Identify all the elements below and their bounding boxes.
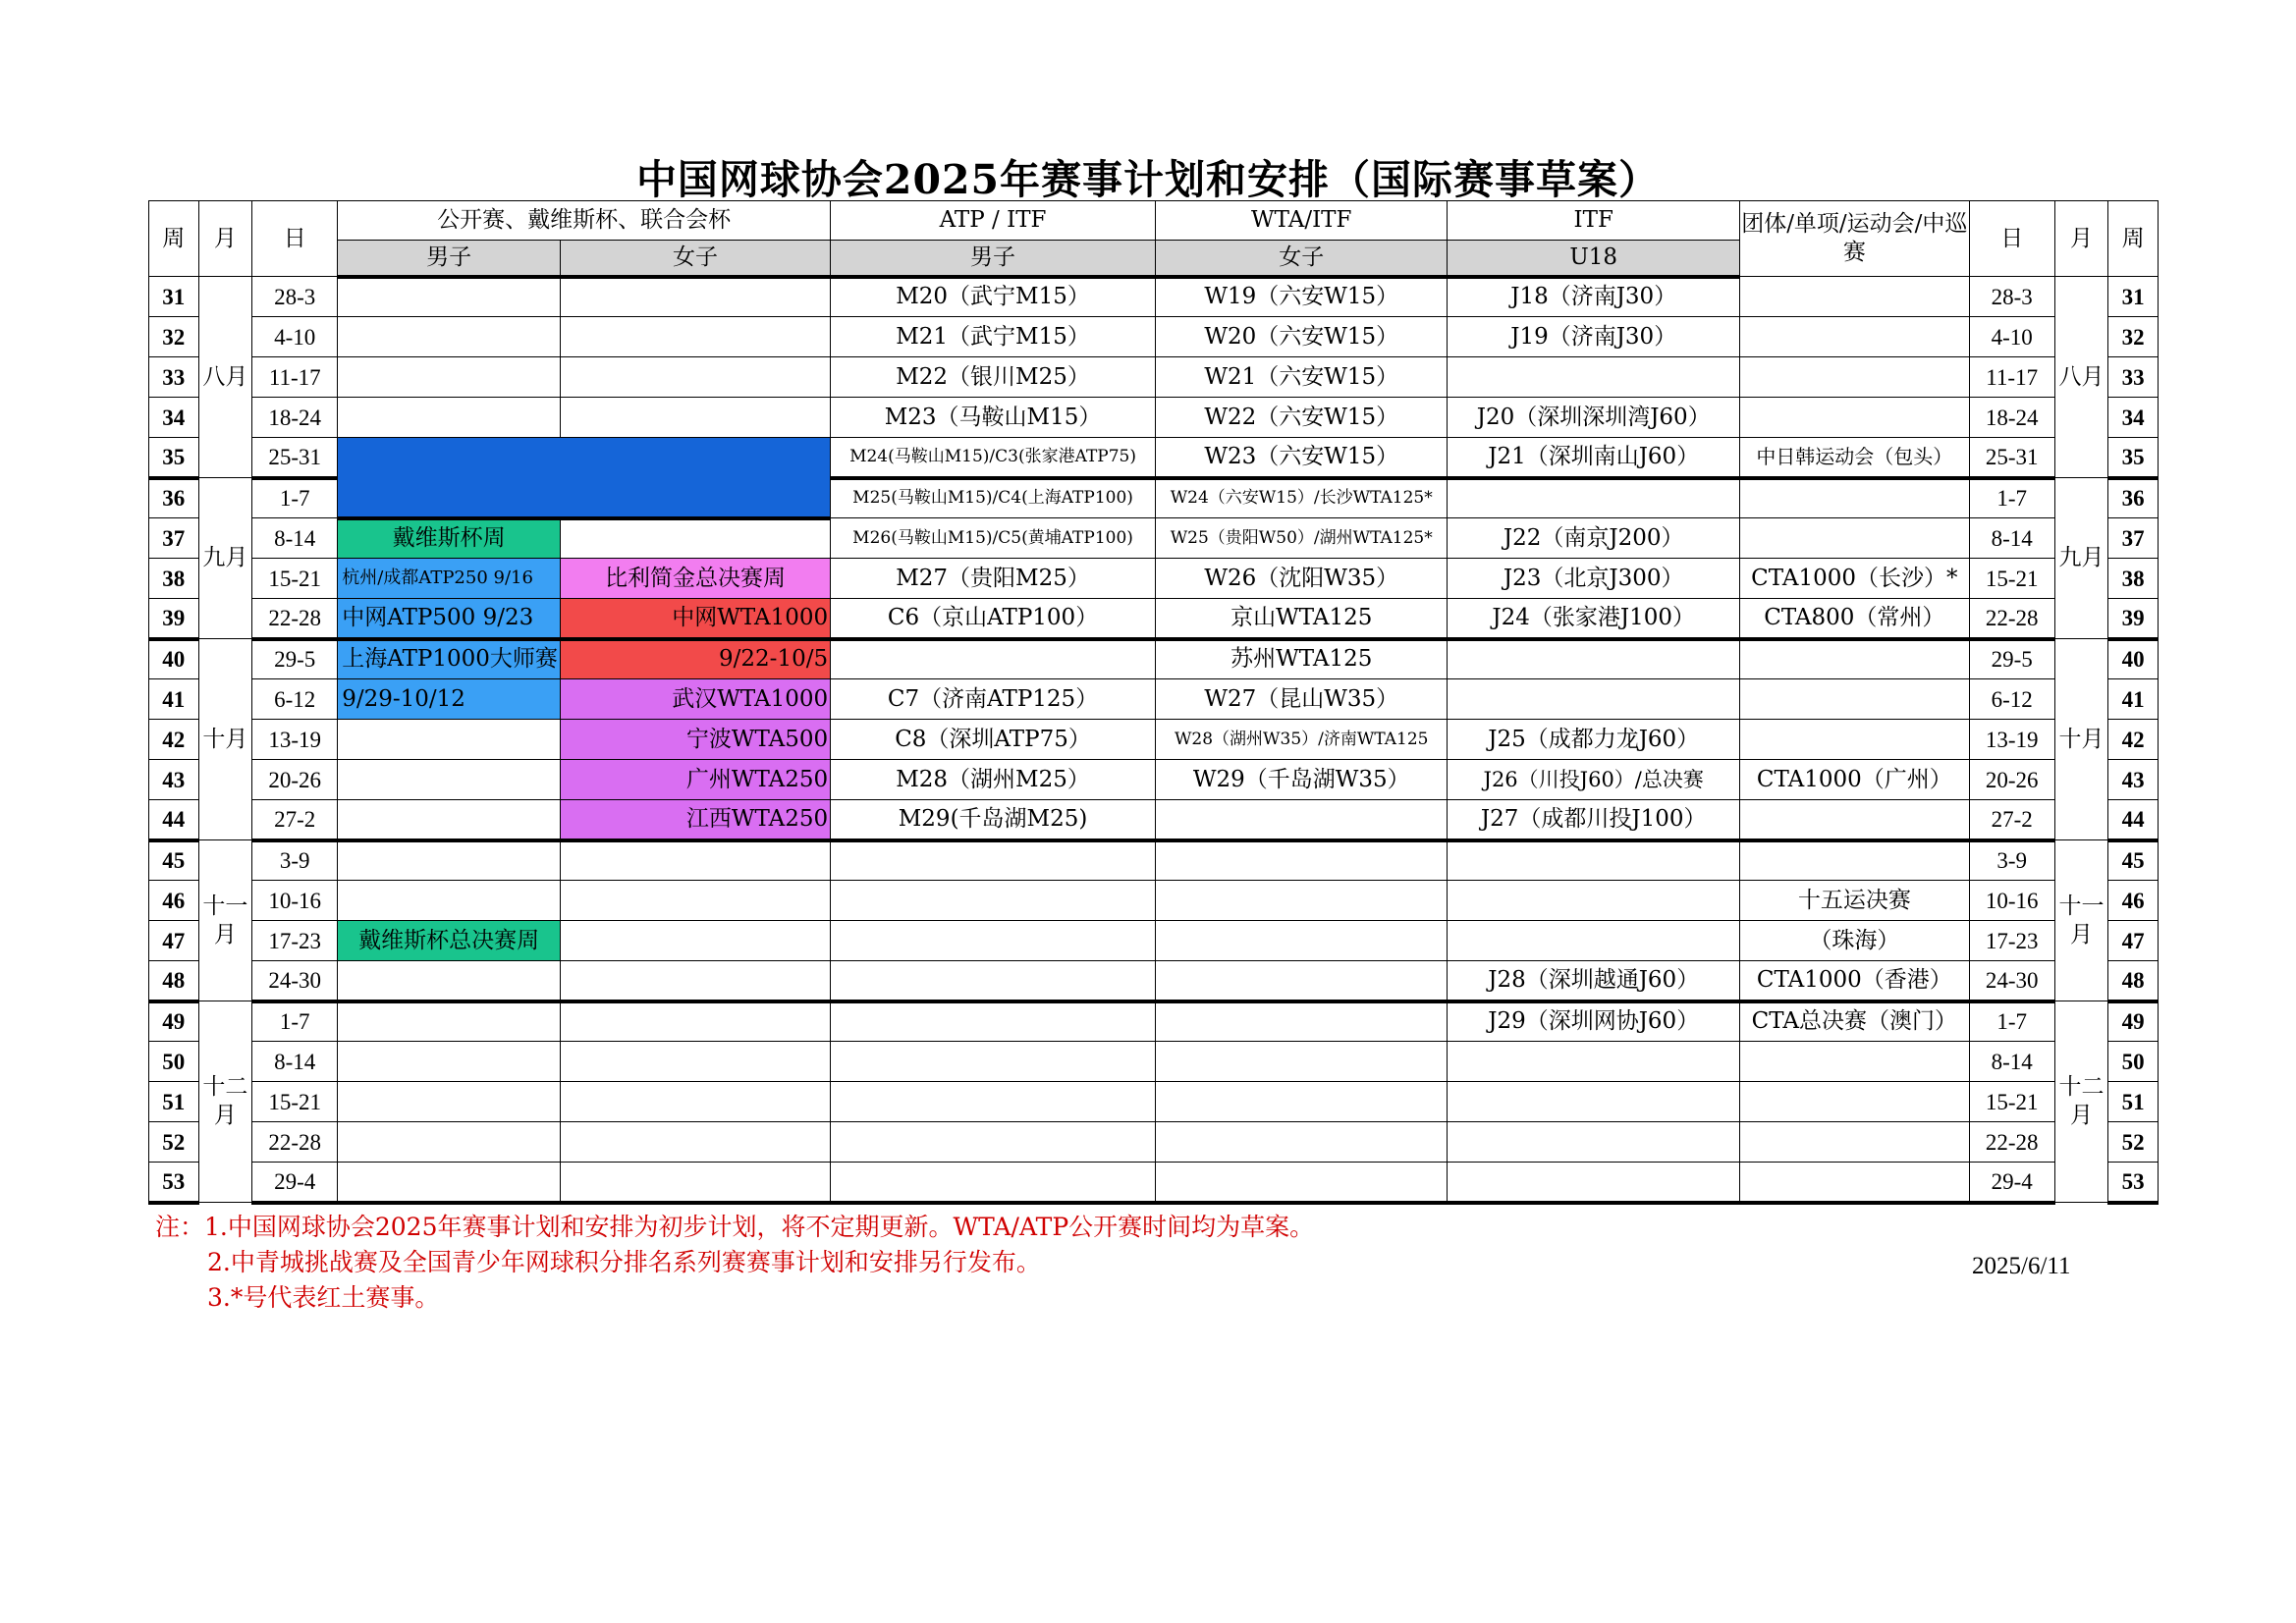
- week-number: 31: [149, 277, 199, 317]
- week-number: 46: [149, 881, 199, 921]
- team-cell: [1739, 639, 1969, 679]
- week-number: 42: [149, 720, 199, 760]
- itf-cell: [1448, 840, 1739, 881]
- date-range-right: 28-3: [1969, 277, 2054, 317]
- men-cell: [338, 317, 561, 357]
- date-range: 8-14: [252, 518, 338, 559]
- women-event-cell: 广州WTA250: [560, 760, 830, 800]
- itf-cell: J26（川投J60）/总决赛: [1448, 760, 1739, 800]
- team-cell: CTA总决赛（澳门）: [1739, 1001, 1969, 1042]
- table-row: [149, 760, 2159, 800]
- team-cell: [1739, 518, 1969, 559]
- date-range: 15-21: [252, 559, 338, 599]
- week-number: 43: [149, 760, 199, 800]
- men-cell: [338, 1042, 561, 1082]
- wta-cell: [1155, 800, 1447, 840]
- women-event-cell: 宁波WTA500: [560, 720, 830, 760]
- team-cell: [1739, 357, 1969, 398]
- schedule-table: [148, 200, 2159, 1205]
- table-row: [149, 881, 2159, 921]
- date-range-right: 22-28: [1969, 1122, 2054, 1163]
- date-range: 20-26: [252, 760, 338, 800]
- week-number-right: 34: [2108, 398, 2159, 438]
- wta-cell: [1155, 881, 1447, 921]
- week-number-right: 41: [2108, 679, 2159, 720]
- wta-cell: W22（六安W15）: [1155, 398, 1447, 438]
- women-event-cell: 比利简金总决赛周: [560, 559, 830, 599]
- wta-cell: W26（沈阳W35）: [1155, 559, 1447, 599]
- date-range-right: 11-17: [1969, 357, 2054, 398]
- wta-cell: [1155, 961, 1447, 1001]
- women-cell: [560, 1082, 830, 1122]
- redacted-event-block: [338, 438, 831, 518]
- itf-cell: [1448, 1082, 1739, 1122]
- team-cell: [1739, 1042, 1969, 1082]
- week-number-right: 36: [2108, 478, 2159, 518]
- men-cell: [338, 720, 561, 760]
- table-row: [149, 921, 2159, 961]
- atp-cell: C7（济南ATP125）: [831, 679, 1156, 720]
- week-number-right: 38: [2108, 559, 2159, 599]
- date-range-right: 29-5: [1969, 639, 2054, 679]
- atp-cell: [831, 921, 1156, 961]
- team-cell: [1739, 1122, 1969, 1163]
- table-row: [149, 720, 2159, 760]
- atp-cell: M28（湖州M25）: [831, 760, 1156, 800]
- team-cell: [1739, 478, 1969, 518]
- wta-cell: W23（六安W15）: [1155, 438, 1447, 478]
- date-range: 15-21: [252, 1082, 338, 1122]
- atp-cell: [831, 1122, 1156, 1163]
- women-cell: [560, 961, 830, 1001]
- itf-cell: J21（深圳南山J60）: [1448, 438, 1739, 478]
- week-number: 32: [149, 317, 199, 357]
- date-range-right: 4-10: [1969, 317, 2054, 357]
- women-cell: [560, 398, 830, 438]
- itf-cell: J27（成都川投J100）: [1448, 800, 1739, 840]
- date-range: 1-7: [252, 478, 338, 518]
- team-cell: 中日韩运动会（包头）: [1739, 438, 1969, 478]
- u18-subheader: U18: [1448, 241, 1739, 277]
- itf-cell: J23（北京J300）: [1448, 559, 1739, 599]
- team-cell: CTA1000（广州）: [1739, 760, 1969, 800]
- itf-cell: J18（济南J30）: [1448, 277, 1739, 317]
- wta-cell: [1155, 1122, 1447, 1163]
- women-event-cell: 江西WTA250: [560, 800, 830, 840]
- date-range: 18-24: [252, 398, 338, 438]
- table-row: [149, 1082, 2159, 1122]
- date-range-right: 10-16: [1969, 881, 2054, 921]
- week-number: 49: [149, 1001, 199, 1042]
- week-number: 50: [149, 1042, 199, 1082]
- date-range-right: 20-26: [1969, 760, 2054, 800]
- men-cell: [338, 398, 561, 438]
- atp-cell: M29(千岛湖M25): [831, 800, 1156, 840]
- men-cell: [338, 1082, 561, 1122]
- date-range: 6-12: [252, 679, 338, 720]
- month-label-right: 九月: [2054, 478, 2108, 639]
- atp-cell: [831, 1042, 1156, 1082]
- women-cell: [560, 357, 830, 398]
- itf-cell: [1448, 679, 1739, 720]
- month-header-right: 月: [2054, 201, 2108, 277]
- week-number: 40: [149, 639, 199, 679]
- wta-cell: W29（千岛湖W35）: [1155, 760, 1447, 800]
- month-label: 十月: [198, 639, 252, 840]
- men-cell: [338, 1122, 561, 1163]
- women-cell: [560, 1122, 830, 1163]
- atp-cell: [831, 639, 1156, 679]
- women-cell: [560, 317, 830, 357]
- month-header: 月: [198, 201, 252, 277]
- date-range-right: 24-30: [1969, 961, 2054, 1001]
- date-range-right: 18-24: [1969, 398, 2054, 438]
- date-range-right: 8-14: [1969, 518, 2054, 559]
- itf-cell: J20（深圳深圳湾J60）: [1448, 398, 1739, 438]
- davis-cup-finals-cell: 戴维斯杯总决赛周: [338, 921, 561, 961]
- week-number-right: 31: [2108, 277, 2159, 317]
- week-number-right: 39: [2108, 599, 2159, 639]
- itf-cell: [1448, 1042, 1739, 1082]
- table-row: [149, 317, 2159, 357]
- date-range-right: 1-7: [1969, 478, 2054, 518]
- date-range: 25-31: [252, 438, 338, 478]
- team-cell: [1739, 277, 1969, 317]
- men-event-cell: 中网ATP500 9/23: [338, 599, 561, 639]
- atp-cell: C6（京山ATP100）: [831, 599, 1156, 639]
- wta-cell: W19（六安W15）: [1155, 277, 1447, 317]
- table-row: [149, 357, 2159, 398]
- wta-cell: W24（六安W15）/长沙WTA125*: [1155, 478, 1447, 518]
- week-number-right: 49: [2108, 1001, 2159, 1042]
- week-header-right: 周: [2108, 201, 2159, 277]
- date-range-right: 13-19: [1969, 720, 2054, 760]
- table-row: [149, 277, 2159, 317]
- date-range: 27-2: [252, 800, 338, 840]
- week-number: 52: [149, 1122, 199, 1163]
- team-cell: [1739, 317, 1969, 357]
- team-cell: [1739, 800, 1969, 840]
- men-event-cell: 9/29-10/12: [338, 679, 561, 720]
- week-number-right: 40: [2108, 639, 2159, 679]
- wta-cell: [1155, 1001, 1447, 1042]
- month-label: 十一月: [198, 840, 252, 1001]
- team-cell: 十五运决赛: [1739, 881, 1969, 921]
- women-cell: [560, 518, 830, 559]
- table-row: [149, 398, 2159, 438]
- atp-cell: [831, 1001, 1156, 1042]
- date-range: 11-17: [252, 357, 338, 398]
- wta-cell: 京山WTA125: [1155, 599, 1447, 639]
- week-number: 47: [149, 921, 199, 961]
- itf-cell: [1448, 1122, 1739, 1163]
- team-cell: （珠海）: [1739, 921, 1969, 961]
- itf-cell: J29（深圳网协J60）: [1448, 1001, 1739, 1042]
- women-event-cell: 中网WTA1000: [560, 599, 830, 639]
- date-range: 22-28: [252, 1122, 338, 1163]
- date-range: 22-28: [252, 599, 338, 639]
- week-number-right: 47: [2108, 921, 2159, 961]
- men-event-cell: 杭州/成都ATP250 9/16: [338, 559, 561, 599]
- itf-cell: J25（成都力龙J60）: [1448, 720, 1739, 760]
- month-label-right: 八月: [2054, 277, 2108, 478]
- week-number: 37: [149, 518, 199, 559]
- date-range: 17-23: [252, 921, 338, 961]
- date-range-right: 27-2: [1969, 800, 2054, 840]
- table-row: [149, 639, 2159, 679]
- page-title: 中国网球协会2025年赛事计划和安排（国际赛事草案）: [635, 156, 1661, 203]
- date-range-right: 17-23: [1969, 921, 2054, 961]
- wta-cell: W27（昆山W35）: [1155, 679, 1447, 720]
- team-cell: CTA1000（香港）: [1739, 961, 1969, 1001]
- week-number-right: 51: [2108, 1082, 2159, 1122]
- date-range-right: 25-31: [1969, 438, 2054, 478]
- week-number: 51: [149, 1082, 199, 1122]
- table-row: [149, 1122, 2159, 1163]
- team-cell: [1739, 1082, 1969, 1122]
- table-row: [149, 1001, 2159, 1042]
- day-header-right: 日: [1969, 201, 2054, 277]
- week-number: 36: [149, 478, 199, 518]
- atp-cell: [831, 961, 1156, 1001]
- table-row: [149, 1163, 2159, 1203]
- table-row: [149, 559, 2159, 599]
- itf-cell: [1448, 921, 1739, 961]
- men-cell: [338, 277, 561, 317]
- week-number-right: 45: [2108, 840, 2159, 881]
- date-range-right: 22-28: [1969, 599, 2054, 639]
- team-cell: [1739, 1163, 1969, 1203]
- table-row: [149, 599, 2159, 639]
- date-range-right: 15-21: [1969, 1082, 2054, 1122]
- week-number-right: 37: [2108, 518, 2159, 559]
- itf-cell: J24（张家港J100）: [1448, 599, 1739, 639]
- men-event-cell: 上海ATP1000大师赛: [338, 639, 561, 679]
- itf-cell: [1448, 881, 1739, 921]
- wta-cell: [1155, 1163, 1447, 1203]
- date-range-right: 3-9: [1969, 840, 2054, 881]
- atp-cell: C8（深圳ATP75）: [831, 720, 1156, 760]
- atp-cell: M21（武宁M15）: [831, 317, 1156, 357]
- week-number: 41: [149, 679, 199, 720]
- open-header: 公开赛、戴维斯杯、联合会杯: [338, 201, 831, 241]
- women-cell: [560, 277, 830, 317]
- week-number-right: 33: [2108, 357, 2159, 398]
- women-event-cell: 9/22-10/5: [560, 639, 830, 679]
- wta-cell: W25（贵阳W50）/湖州WTA125*: [1155, 518, 1447, 559]
- table-row: [149, 800, 2159, 840]
- wta-cell: W28（湖州W35）/济南WTA125: [1155, 720, 1447, 760]
- date-range: 29-5: [252, 639, 338, 679]
- men-cell: [338, 881, 561, 921]
- table-row: [149, 679, 2159, 720]
- itf-cell: [1448, 1163, 1739, 1203]
- atp-cell: M27（贵阳M25）: [831, 559, 1156, 599]
- women-cell: [560, 881, 830, 921]
- day-header: 日: [252, 201, 338, 277]
- date-range: 3-9: [252, 840, 338, 881]
- atp-cell: M23（马鞍山M15）: [831, 398, 1156, 438]
- week-number-right: 32: [2108, 317, 2159, 357]
- week-number-right: 52: [2108, 1122, 2159, 1163]
- week-number-right: 44: [2108, 800, 2159, 840]
- month-label: 九月: [198, 478, 252, 639]
- women-cell: [560, 1001, 830, 1042]
- team-cell: CTA800（常州）: [1739, 599, 1969, 639]
- date-range: 4-10: [252, 317, 338, 357]
- wta-cell: [1155, 840, 1447, 881]
- week-number: 45: [149, 840, 199, 881]
- week-number: 38: [149, 559, 199, 599]
- team-cell: [1739, 398, 1969, 438]
- date-range-right: 8-14: [1969, 1042, 2054, 1082]
- wta-cell: [1155, 1042, 1447, 1082]
- header-row: [149, 201, 2159, 241]
- date-range: 8-14: [252, 1042, 338, 1082]
- men-cell: [338, 760, 561, 800]
- wta-cell: W21（六安W15）: [1155, 357, 1447, 398]
- footnote-3: 3.*号代表红土赛事。: [207, 1283, 440, 1312]
- atp-cell: M20（武宁M15）: [831, 277, 1156, 317]
- atp-cell: M22（银川M25）: [831, 357, 1156, 398]
- date-range: 29-4: [252, 1163, 338, 1203]
- date-range-right: 1-7: [1969, 1001, 2054, 1042]
- atp-cell: [831, 1163, 1156, 1203]
- week-number-right: 53: [2108, 1163, 2159, 1203]
- month-label: 十二月: [198, 1001, 252, 1203]
- date-range: 28-3: [252, 277, 338, 317]
- week-number-right: 50: [2108, 1042, 2159, 1082]
- team-cell: [1739, 720, 1969, 760]
- men-cell: [338, 1001, 561, 1042]
- women-cell: [560, 840, 830, 881]
- men-cell: [338, 961, 561, 1001]
- table-row: [149, 961, 2159, 1001]
- month-label-right: 十二月: [2054, 1001, 2108, 1203]
- week-number-right: 35: [2108, 438, 2159, 478]
- week-number-right: 46: [2108, 881, 2159, 921]
- date-range-right: 15-21: [1969, 559, 2054, 599]
- team-header: 团体/单项/运动会/中巡赛: [1739, 201, 1969, 277]
- week-number: 33: [149, 357, 199, 398]
- footnote-1: 注：1.中国网球协会2025年赛事计划和安排为初步计划，将不定期更新。WTA/ATP公开赛时间均为草案。: [155, 1213, 1315, 1241]
- women-cell: [560, 1042, 830, 1082]
- atp-men-subheader: 男子: [831, 241, 1156, 277]
- women-cell: [560, 1163, 830, 1203]
- date-range: 13-19: [252, 720, 338, 760]
- week-number-right: 42: [2108, 720, 2159, 760]
- itf-cell: [1448, 639, 1739, 679]
- itf-header: ITF: [1448, 201, 1739, 241]
- atp-cell: [831, 1082, 1156, 1122]
- women-subheader: 女子: [560, 241, 830, 277]
- week-number: 48: [149, 961, 199, 1001]
- atp-cell: [831, 881, 1156, 921]
- davis-cup-week-cell: 戴维斯杯周: [338, 518, 561, 559]
- atp-cell: M26(马鞍山M15)/C5(黄埔ATP100): [831, 518, 1156, 559]
- table-row: [149, 438, 2159, 478]
- men-subheader: 男子: [338, 241, 561, 277]
- wta-cell: [1155, 1082, 1447, 1122]
- men-cell: [338, 840, 561, 881]
- itf-cell: [1448, 478, 1739, 518]
- wta-women-subheader: 女子: [1155, 241, 1447, 277]
- atp-cell: [831, 840, 1156, 881]
- date-range: 10-16: [252, 881, 338, 921]
- month-label: 八月: [198, 277, 252, 478]
- week-number: 44: [149, 800, 199, 840]
- women-event-cell: 武汉WTA1000: [560, 679, 830, 720]
- wta-cell: W20（六安W15）: [1155, 317, 1447, 357]
- itf-cell: J28（深圳越通J60）: [1448, 961, 1739, 1001]
- atp-itf-header: ATP / ITF: [831, 201, 1156, 241]
- week-number-right: 43: [2108, 760, 2159, 800]
- footnotes: [155, 1210, 1314, 1316]
- wta-itf-header: WTA/ITF: [1155, 201, 1447, 241]
- week-header: 周: [149, 201, 199, 277]
- itf-cell: J19（济南J30）: [1448, 317, 1739, 357]
- week-number: 34: [149, 398, 199, 438]
- itf-cell: [1448, 357, 1739, 398]
- date-range-right: 29-4: [1969, 1163, 2054, 1203]
- footnote-2: 2.中青城挑战赛及全国青少年网球积分排名系列赛赛事计划和安排另行发布。: [207, 1248, 1041, 1276]
- team-cell: CTA1000（长沙）*: [1739, 559, 1969, 599]
- men-cell: [338, 800, 561, 840]
- week-number-right: 48: [2108, 961, 2159, 1001]
- atp-cell: M24(马鞍山M15)/C3(张家港ATP75): [831, 438, 1156, 478]
- women-cell: [560, 921, 830, 961]
- week-number: 39: [149, 599, 199, 639]
- date-range-right: 6-12: [1969, 679, 2054, 720]
- week-number: 35: [149, 438, 199, 478]
- table-row: [149, 518, 2159, 559]
- table-row: [149, 840, 2159, 881]
- wta-cell: [1155, 921, 1447, 961]
- team-cell: [1739, 840, 1969, 881]
- week-number: 53: [149, 1163, 199, 1203]
- date-range: 1-7: [252, 1001, 338, 1042]
- atp-cell: M25(马鞍山M15)/C4(上海ATP100): [831, 478, 1156, 518]
- document-date: 2025/6/11: [1972, 1253, 2071, 1279]
- date-range: 24-30: [252, 961, 338, 1001]
- team-cell: [1739, 679, 1969, 720]
- itf-cell: J22（南京J200）: [1448, 518, 1739, 559]
- month-label-right: 十月: [2054, 639, 2108, 840]
- wta-cell: 苏州WTA125: [1155, 639, 1447, 679]
- men-cell: [338, 1163, 561, 1203]
- month-label-right: 十一月: [2054, 840, 2108, 1001]
- men-cell: [338, 357, 561, 398]
- table-row: [149, 1042, 2159, 1082]
